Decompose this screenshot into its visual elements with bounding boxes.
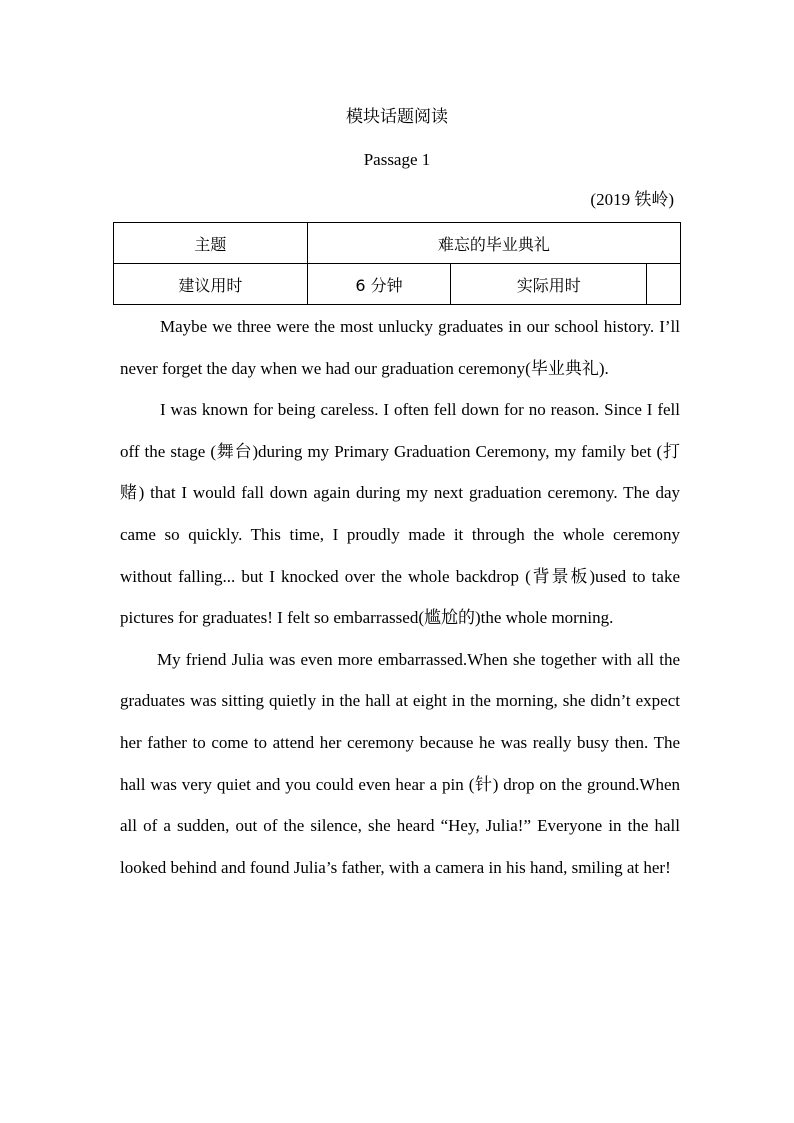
topic-value: 难忘的毕业典礼 <box>307 223 680 264</box>
passage-paragraph: Maybe we three were the most unlucky graduates in our school history. I’ll never forget the day when we had our graduation ceremony(毕业典礼). <box>120 317 680 378</box>
time-row <box>114 264 681 305</box>
actual-time-label: 实际用时 <box>451 264 647 305</box>
topic-row <box>114 223 681 264</box>
passage-title: Passage 1 <box>363 150 431 169</box>
passage-paragraph: I was known for being careless. I often fell down for no reason. Since I fell off the stage (舞台)during my Primary Graduation Ceremony, my family bet (打赌) that I would fall down again during my next graduation ceremony. The day came so quickly. This time, I proudly made it through the whole ceremony without falling... but I knocked over the whole backdrop (背景板)used to take pictures for graduates! I felt so embarrassed(尴尬的)the whole morning. <box>120 400 680 628</box>
passage-paragraph: My friend Julia was even more embarrassed.When she together with all the graduates was sitting quietly in the hall at eight in the morning, she didn’t expect her father to come to attend her ceremony because he was really busy then. The hall was very quiet and you could even hear a pin (针) drop on the ground.When all of a sudden, out of the silence, she heard “Hey, Julia!” Everyone in the hall looked behind and found Julia’s father, with a camera in his hand, smiling at her! <box>120 649 680 877</box>
passage-body <box>120 306 680 888</box>
suggested-time-value: 6 分钟 <box>307 264 451 305</box>
suggested-time-label: 建议用时 <box>114 264 308 305</box>
topic-label: 主题 <box>114 223 308 264</box>
page-title: 模块话题阅读 <box>346 107 448 127</box>
source-tag: (2019 铁岭) <box>590 190 674 209</box>
info-table <box>113 222 681 305</box>
actual-time-value[interactable] <box>647 264 681 305</box>
